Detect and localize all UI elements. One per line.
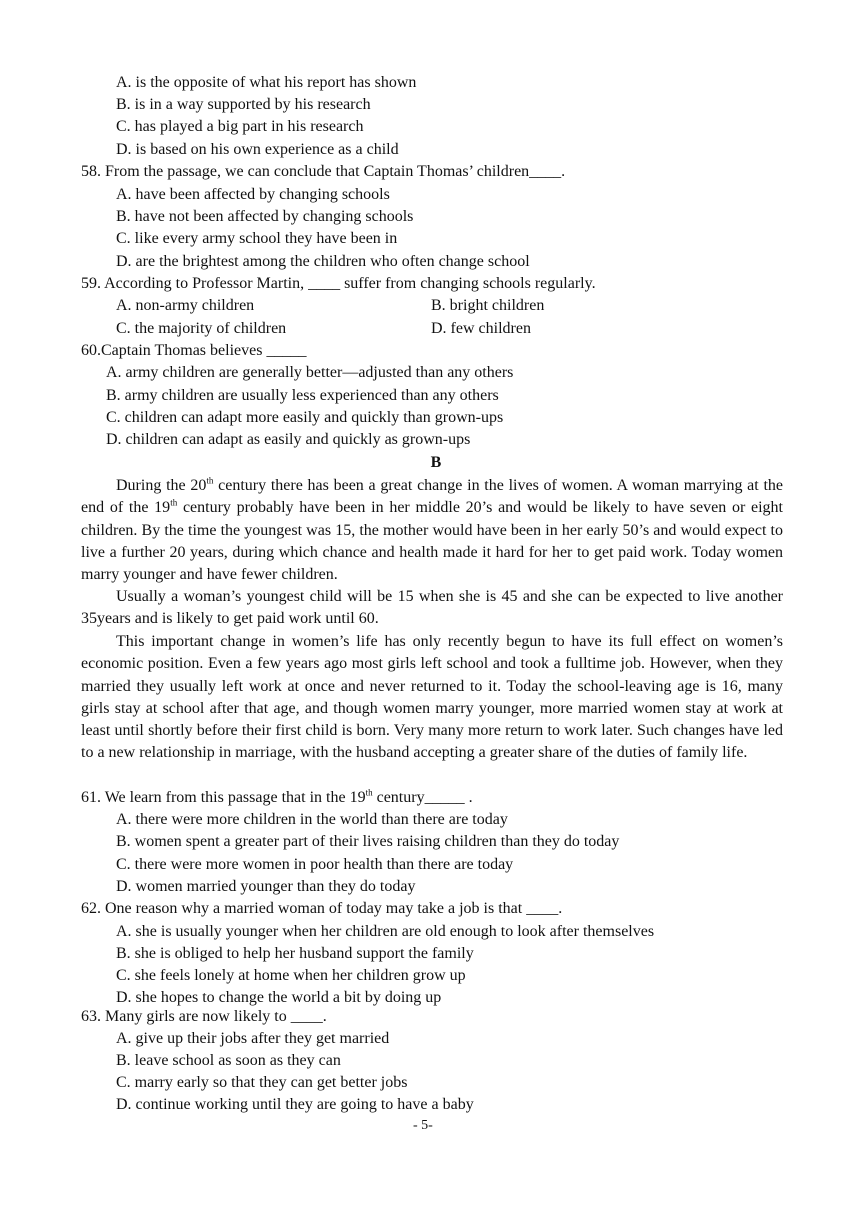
q62-option-c: C. she feels lonely at home when her children grow up [116,967,466,984]
page-number: - 5- [413,1118,433,1133]
q61-option-b: B. women spent a greater part of their lives raising children than they do today [116,833,620,850]
passage-paragraph-2: Usually a woman’s youngest child will be 15 when she is 45 and she can be expected to live another 35years and is likely to get paid work until 60. [81,588,783,628]
q59-option-c: C. the majority of children [116,320,287,337]
q57-option-d: D. is based on his own experience as a child [116,141,399,158]
q60-option-d: D. children can adapt as easily and quickly as grown-ups [106,431,471,448]
q58-option-b: B. have not been affected by changing schools [116,208,414,225]
q61-option-c: C. there were more women in poor health than there are today [116,856,514,873]
q63-option-b: B. leave school as soon as they can [116,1052,341,1069]
q58-option-a: A. have been affected by changing schools [116,186,390,203]
q61-option-a: A. there were more children in the world than there are today [116,811,508,828]
q60-option-c: C. children can adapt more easily and quickly than grown-ups [106,409,504,426]
q62-stem: 62. One reason why a married woman of today may take a job is that ____. [81,900,563,917]
passage-paragraph-3: This important change in women’s life has only recently begun to have its full effect on women’s economic position. Even a few years ago most girls left school and took a fulltime job. However, when they married they usually left work at once and never returned to it. Today the school-leaving age is 16, many girls stay at school after that age, and though women marry younger, more married women stay at work at least until shortly before their first child is born. Very many more return to work later. Such changes have led to a new relationship in marriage, with the husband accepting a greater share of the duties of family life. [81,633,783,762]
q62-option-b: B. she is obliged to help her husband support the family [116,945,474,962]
q63-option-c: C. marry early so that they can get better jobs [116,1074,408,1091]
passage-paragraph-1: During the 20th century there has been a great change in the lives of women. A woman marrying at the end of the 19th century probably have been in her middle 20’s and would be likely to have seven or eight children. By the time the youngest was 15, the mother would have been in her early 50’s and would expect to live a further 20 years, during which chance and health made it hard for her to get paid work. Today women marry younger and have fewer children. [81,475,784,584]
q57-option-a: A. is the opposite of what his report has shown [116,74,417,91]
q60-option-b: B. army children are usually less experienced than any others [106,387,499,404]
q63-option-d: D. continue working until they are going to have a baby [116,1096,474,1113]
q58-option-d: D. are the brightest among the children who often change school [116,253,530,270]
q59-option-b: B. bright children [431,297,545,314]
q60-stem: 60.Captain Thomas believes _____ [81,342,307,359]
q63-stem: 63. Many girls are now likely to ____. [81,1008,327,1025]
q62-option-a: A. she is usually younger when her children are old enough to look after themselves [116,923,655,940]
q57-option-b: B. is in a way supported by his research [116,96,371,113]
q60-option-a: A. army children are generally better—adjusted than any others [106,364,514,381]
q59-stem: 59. According to Professor Martin, ____ suffer from changing schools regularly. [81,275,596,292]
q58-option-c: C. like every army school they have been in [116,230,398,247]
section-heading: B [430,454,442,471]
q63-option-a: A. give up their jobs after they get married [116,1030,390,1047]
q57-option-c: C. has played a big part in his research [116,118,364,135]
q59-option-a: A. non-army children [116,297,255,314]
q61-option-d: D. women married younger than they do today [116,878,416,895]
q62-option-d: D. she hopes to change the world a bit by doing up [116,989,442,1006]
q59-option-d: D. few children [431,320,531,337]
q61-stem: 61. We learn from this passage that in the 19th century_____ . [81,787,473,806]
q58-stem: 58. From the passage, we can conclude that Captain Thomas’ children____. [81,163,566,180]
